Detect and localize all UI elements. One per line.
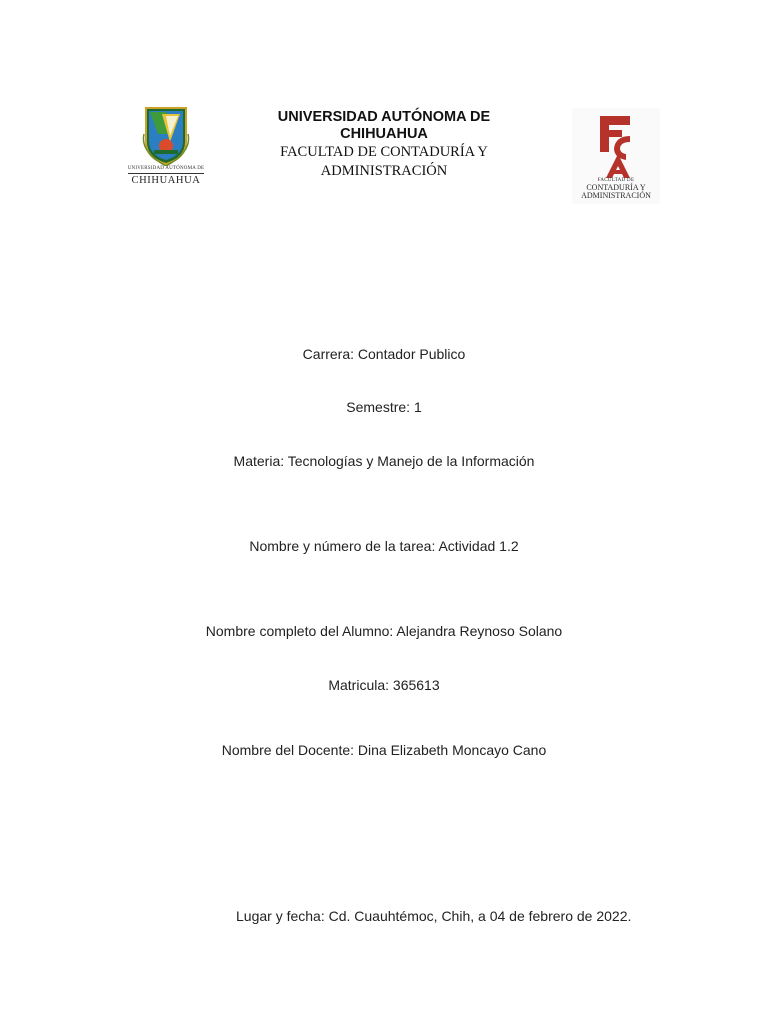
docente-line: Nombre del Docente: Dina Elizabeth Moncayo Cano	[221, 742, 547, 758]
fca-logo-line3: ADMINISTRACIÓN	[581, 191, 651, 200]
uach-logo-small-text: UNIVERSIDAD AUTÓNOMA DE	[127, 166, 205, 171]
matricula-line: Matricula: 365613	[328, 677, 440, 693]
uach-logo-big-text: CHIHUAHUA	[128, 173, 204, 187]
uach-wordmark	[126, 166, 206, 187]
tarea-line: Nombre y número de la tarea: Actividad 1.2	[249, 538, 519, 554]
university-name-line2: CHIHUAHUA	[340, 126, 428, 142]
semestre-line: Semestre: 1	[346, 399, 422, 415]
materia-line: Materia: Tecnologías y Manejo de la Información	[233, 453, 535, 469]
uach-logo	[126, 104, 206, 186]
fca-logo-text	[572, 178, 660, 200]
fca-logo	[572, 108, 660, 204]
university-name-line1: UNIVERSIDAD AUTÓNOMA DE	[277, 109, 491, 125]
fca-emblem-icon	[596, 114, 636, 180]
fca-logo-line1: FACULTAD DE	[597, 178, 635, 183]
title-block	[234, 109, 534, 181]
uach-shield-icon	[140, 104, 192, 166]
faculty-name-line2: ADMINISTRACIÓN	[320, 163, 448, 179]
faculty-name-line1: FACULTAD DE CONTADURÍA Y	[280, 144, 488, 160]
alumno-line: Nombre completo del Alumno: Alejandra Reynoso Solano	[205, 623, 563, 639]
carrera-line: Carrera: Contador Publico	[302, 346, 466, 362]
lugar-fecha-line: Lugar y fecha: Cd. Cuauhtémoc, Chih, a 04 de febrero de 2022.	[236, 908, 632, 924]
fca-logo-line2: CONTADURÍA Y	[586, 183, 646, 192]
